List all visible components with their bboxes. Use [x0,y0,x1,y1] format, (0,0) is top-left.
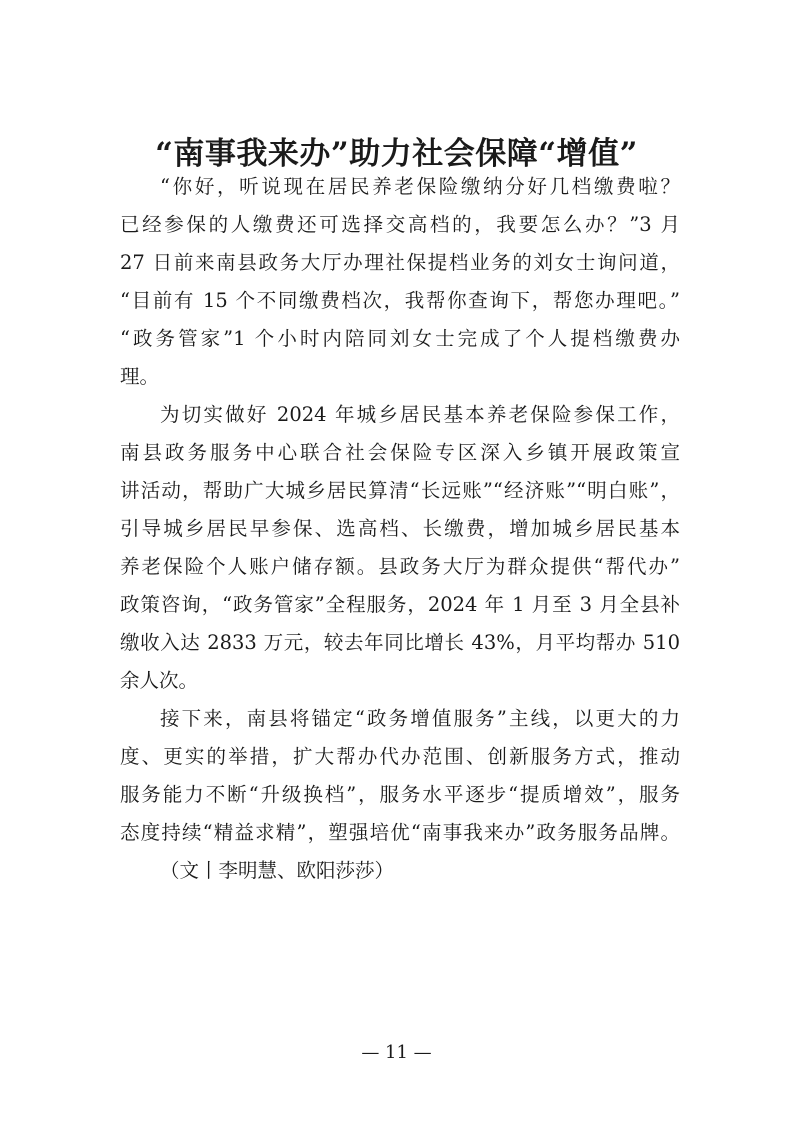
paragraph-line: 态度持续“精益求精”，塑强培优“南事我来办”政务服务品牌。 [120,821,680,844]
paragraph-line: 接下来，南县将锚定“政务增值服务”主线，以更大的力 [160,707,680,730]
byline: （文丨李明慧、欧阳莎莎） [160,859,395,882]
paragraph-line: 已经参保的人缴费还可选择交高档的，我要怎么办？”3 月 [120,213,680,236]
paragraph-line: “目前有 15 个不同缴费档次，我帮你查询下，帮您办理吧。” [120,289,680,312]
paragraph-1 [120,168,680,396]
article-title: “南事我来办”助力社会保障“增值” [155,136,638,172]
paragraph-line: 为切实做好 2024 年城乡居民基本养老保险参保工作， [160,403,680,426]
paragraph-line: 养老保险个人账户储存额。县政务大厅为群众提供“帮代办” [120,555,680,578]
paragraph-line: 讲活动，帮助广大城乡居民算清“长远账”“经济账”“明白账”， [120,479,680,502]
paragraph-line: 引导城乡居民早参保、选高档、长缴费，增加城乡居民基本 [120,517,680,540]
paragraph-3 [120,700,680,852]
paragraph-line: 度、更实的举措，扩大帮办代办范围、创新服务方式，推动 [120,745,680,768]
paragraph-line: “你好，听说现在居民养老保险缴纳分好几档缴费啦？ [160,175,680,198]
paragraph-line: 缴收入达 2833 万元，较去年同比增长 43%，月平均帮办 510 [120,631,680,654]
article-body [120,168,680,890]
paragraph-line: 余人次。 [120,669,199,692]
paragraph-line: 政策咨询，“政务管家”全程服务，2024 年 1 月至 3 月全县补 [120,593,680,616]
page-number: — 11 — [361,1042,432,1063]
paragraph-line: “政务管家”1 个小时内陪同刘女士完成了个人提档缴费办 [120,327,680,350]
paragraph-line: 服务能力不断“升级换档”，服务水平逐步“提质增效”，服务 [120,783,680,806]
paragraph-line: 南县政务服务中心联合社会保险专区深入乡镇开展政策宣 [120,441,680,464]
paragraph-line: 理。 [120,365,160,388]
paragraph-line: 27 日前来南县政务大厅办理社保提档业务的刘女士询问道， [120,251,680,274]
paragraph-2 [120,396,680,700]
